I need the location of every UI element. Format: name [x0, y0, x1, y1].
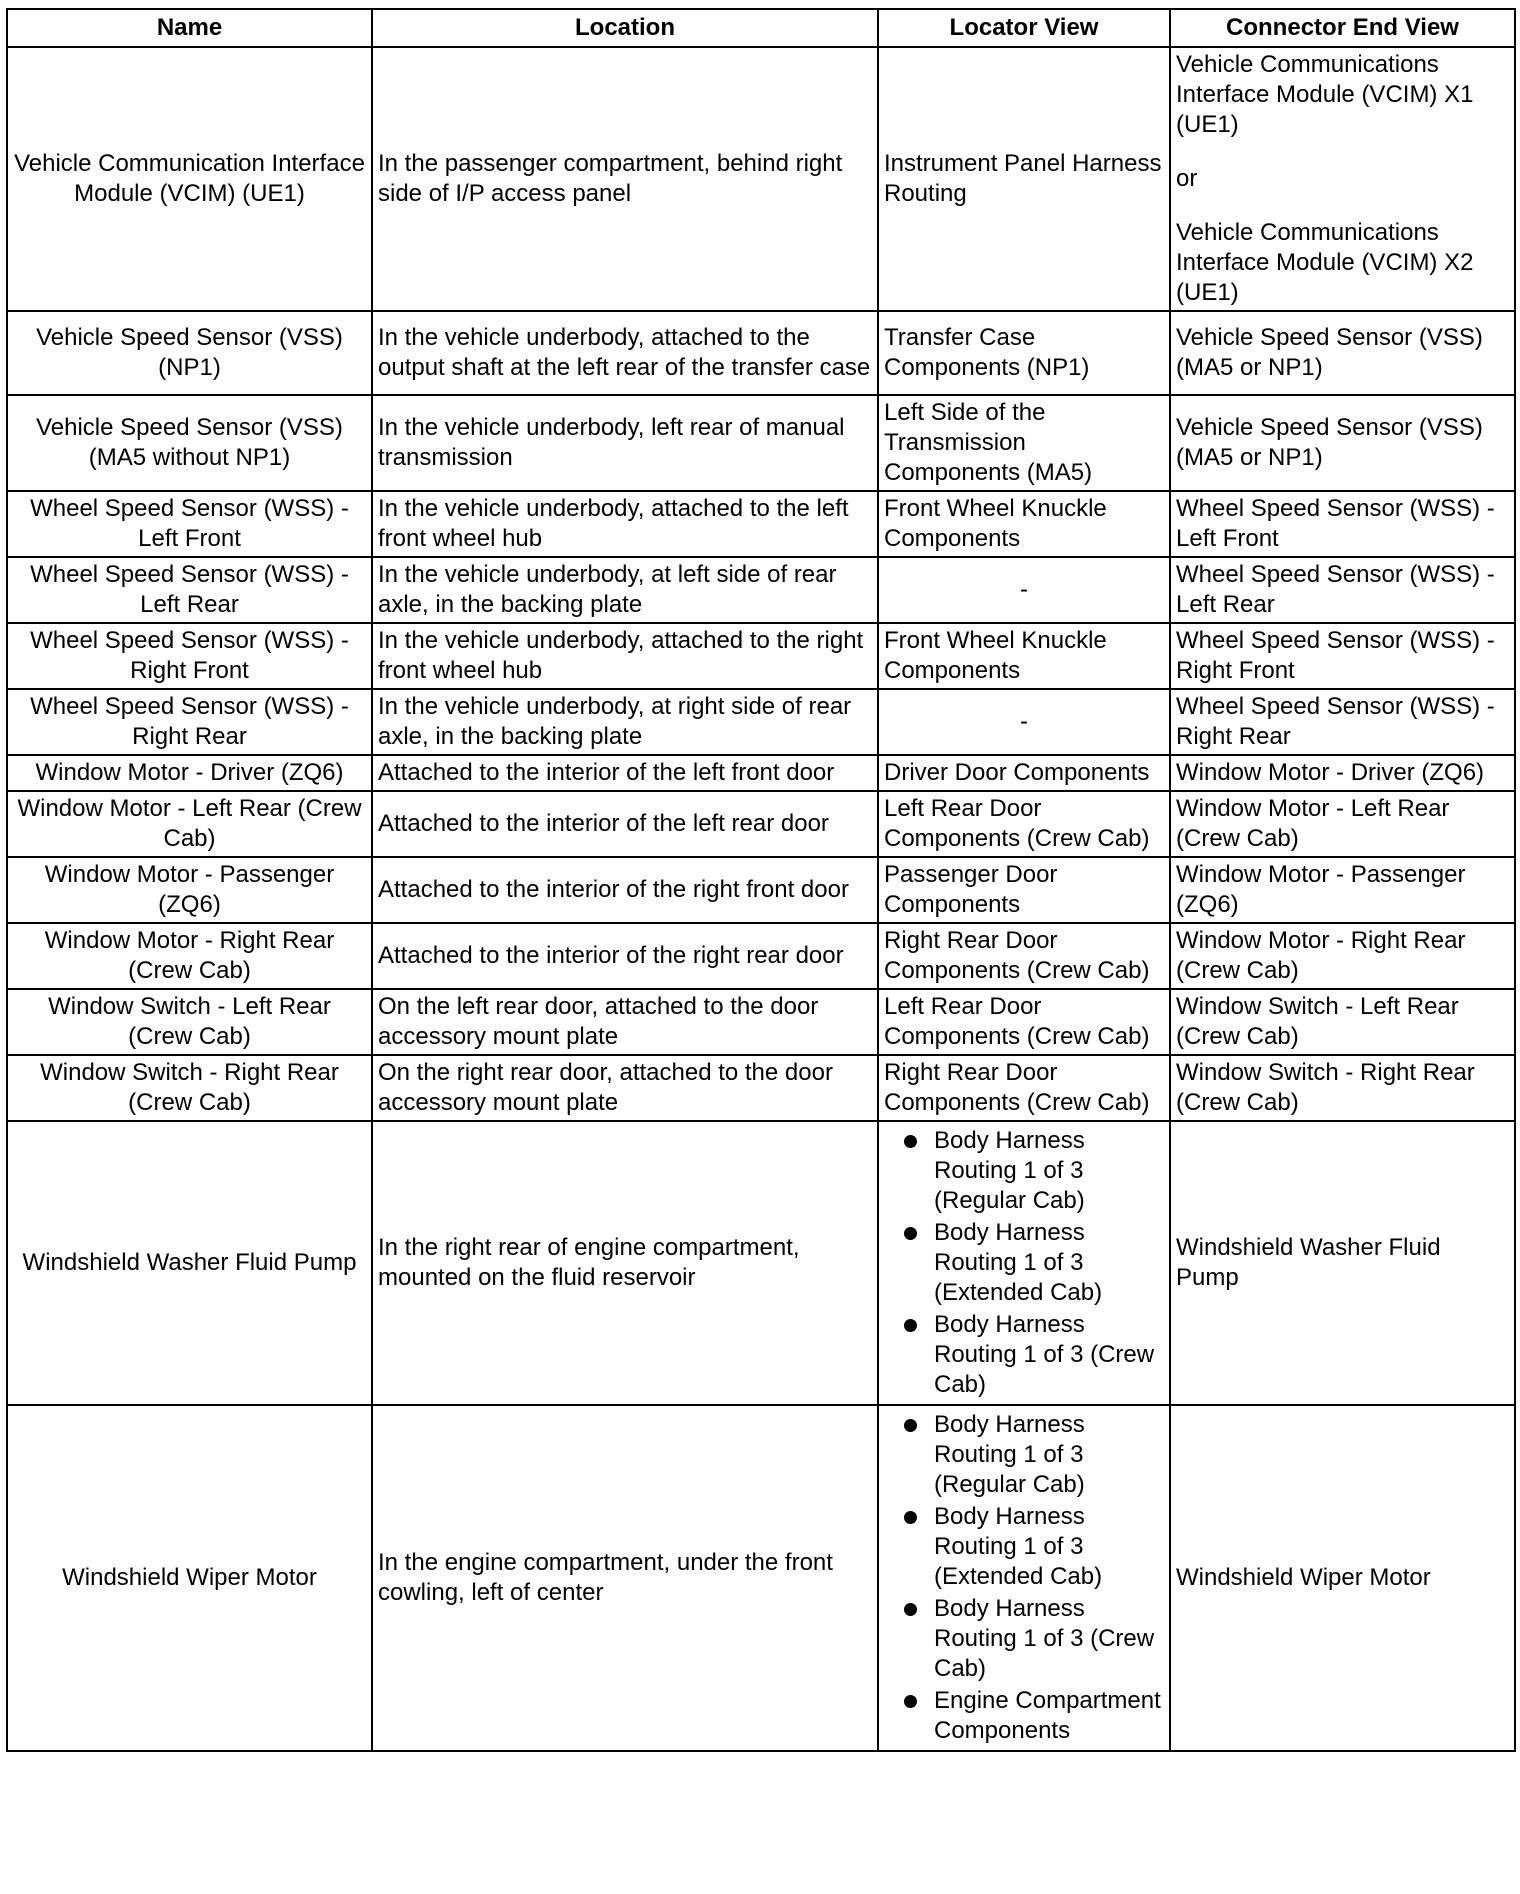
locator-view-item-text: Engine Compartment Components — [934, 1687, 1161, 1744]
connector-view-paragraph: Vehicle Communications Interface Module (VCIM) X2 (UE1) — [1176, 219, 1474, 306]
cell-location: Attached to the interior of the left front door — [372, 755, 878, 791]
locator-view-item-text: Body Harness Routing 1 of 3 (Regular Cab) — [934, 1127, 1085, 1214]
table-row — [7, 923, 1515, 989]
table-row — [7, 557, 1515, 623]
locator-view-list-item — [884, 1310, 1164, 1400]
cell-name: Wheel Speed Sensor (WSS) - Right Rear — [7, 689, 372, 755]
cell-location: In the vehicle underbody, attached to the left front wheel hub — [372, 491, 878, 557]
bullet-icon — [904, 1319, 917, 1332]
cell-connector-end-view: Wheel Speed Sensor (WSS) - Right Front — [1170, 623, 1515, 689]
cell-connector-end-view: Windshield Wiper Motor — [1170, 1405, 1515, 1751]
cell-locator-view: Transfer Case Components (NP1) — [878, 311, 1170, 395]
cell-location: Attached to the interior of the right rear door — [372, 923, 878, 989]
bullet-icon — [904, 1419, 917, 1432]
table-row — [7, 989, 1515, 1055]
cell-location: In the vehicle underbody, left rear of manual transmission — [372, 395, 878, 491]
locator-view-item-text: Body Harness Routing 1 of 3 (Extended Cab) — [934, 1219, 1103, 1306]
cell-connector-end-view: Window Switch - Right Rear (Crew Cab) — [1170, 1055, 1515, 1121]
cell-connector-end-view: Vehicle Speed Sensor (VSS) (MA5 or NP1) — [1170, 311, 1515, 395]
table-row — [7, 395, 1515, 491]
bullet-icon — [904, 1511, 917, 1524]
component-locator-table-container — [6, 8, 1514, 1752]
locator-view-list-item — [884, 1126, 1164, 1216]
cell-name: Window Motor - Driver (ZQ6) — [7, 755, 372, 791]
locator-view-list — [884, 1126, 1164, 1400]
locator-view-item-text: Body Harness Routing 1 of 3 (Extended Cab) — [934, 1503, 1103, 1590]
cell-location: In the vehicle underbody, at right side of rear axle, in the backing plate — [372, 689, 878, 755]
bullet-icon — [904, 1603, 917, 1616]
cell-location: In the engine compartment, under the front cowling, left of center — [372, 1405, 878, 1751]
cell-connector-end-view: Window Motor - Left Rear (Crew Cab) — [1170, 791, 1515, 857]
cell-location: In the right rear of engine compartment, mounted on the fluid reservoir — [372, 1121, 878, 1405]
cell-connector-end-view: Wheel Speed Sensor (WSS) - Right Rear — [1170, 689, 1515, 755]
cell-locator-view: Front Wheel Knuckle Components — [878, 491, 1170, 557]
header-location: Location — [372, 9, 878, 47]
cell-name: Wheel Speed Sensor (WSS) - Left Rear — [7, 557, 372, 623]
cell-location: In the passenger compartment, behind right side of I/P access panel — [372, 47, 878, 311]
header-row — [7, 9, 1515, 47]
cell-name: Window Motor - Left Rear (Crew Cab) — [7, 791, 372, 857]
cell-locator-view: Left Side of the Transmission Components (MA5) — [878, 395, 1170, 491]
table-row — [7, 623, 1515, 689]
connector-view-paragraph: or — [1176, 165, 1198, 192]
cell-location: Attached to the interior of the left rear door — [372, 791, 878, 857]
cell-name: Window Motor - Passenger (ZQ6) — [7, 857, 372, 923]
cell-connector-end-view: Wheel Speed Sensor (WSS) - Left Rear — [1170, 557, 1515, 623]
cell-connector-end-view: Window Motor - Passenger (ZQ6) — [1170, 857, 1515, 923]
cell-locator-view: Driver Door Components — [878, 755, 1170, 791]
cell-connector-end-view: Wheel Speed Sensor (WSS) - Left Front — [1170, 491, 1515, 557]
cell-locator-view: Right Rear Door Components (Crew Cab) — [878, 1055, 1170, 1121]
locator-view-item-text: Body Harness Routing 1 of 3 (Regular Cab) — [934, 1411, 1085, 1498]
cell-locator-view: Right Rear Door Components (Crew Cab) — [878, 923, 1170, 989]
cell-connector-end-view: Window Motor - Driver (ZQ6) — [1170, 755, 1515, 791]
header-name: Name — [7, 9, 372, 47]
header-connector-end-view: Connector End View — [1170, 9, 1515, 47]
locator-view-item-text: Body Harness Routing 1 of 3 (Crew Cab) — [934, 1595, 1155, 1682]
table-row — [7, 491, 1515, 557]
bullet-icon — [904, 1135, 917, 1148]
locator-view-list-item — [884, 1686, 1164, 1746]
cell-name: Vehicle Speed Sensor (VSS) (MA5 without NP1) — [7, 395, 372, 491]
cell-location: In the vehicle underbody, attached to the output shaft at the left rear of the transfer case — [372, 311, 878, 395]
cell-locator-view: - — [878, 557, 1170, 623]
cell-locator-view: - — [878, 689, 1170, 755]
header-locator-view: Locator View — [878, 9, 1170, 47]
locator-view-list-item — [884, 1410, 1164, 1500]
cell-connector-end-view: Vehicle Speed Sensor (VSS) (MA5 or NP1) — [1170, 395, 1515, 491]
paragraph-gap — [1176, 140, 1509, 164]
table-row — [7, 311, 1515, 395]
table-row — [7, 689, 1515, 755]
locator-view-item-text: Body Harness Routing 1 of 3 (Crew Cab) — [934, 1311, 1155, 1398]
cell-locator-view — [878, 1121, 1170, 1405]
cell-name: Wheel Speed Sensor (WSS) - Right Front — [7, 623, 372, 689]
table-row — [7, 1055, 1515, 1121]
locator-view-list — [884, 1410, 1164, 1746]
cell-connector-end-view: Window Motor - Right Rear (Crew Cab) — [1170, 923, 1515, 989]
cell-name: Window Motor - Right Rear (Crew Cab) — [7, 923, 372, 989]
cell-name: Wheel Speed Sensor (WSS) - Left Front — [7, 491, 372, 557]
cell-location: In the vehicle underbody, at left side of rear axle, in the backing plate — [372, 557, 878, 623]
cell-locator-view: Left Rear Door Components (Crew Cab) — [878, 791, 1170, 857]
cell-locator-view: Front Wheel Knuckle Components — [878, 623, 1170, 689]
bullet-icon — [904, 1695, 917, 1708]
cell-name: Windshield Washer Fluid Pump — [7, 1121, 372, 1405]
table-row — [7, 755, 1515, 791]
cell-name: Vehicle Communication Interface Module (VCIM) (UE1) — [7, 47, 372, 311]
cell-name: Window Switch - Right Rear (Crew Cab) — [7, 1055, 372, 1121]
cell-name: Window Switch - Left Rear (Crew Cab) — [7, 989, 372, 1055]
locator-view-list-item — [884, 1594, 1164, 1684]
cell-location: On the left rear door, attached to the door accessory mount plate — [372, 989, 878, 1055]
table-row — [7, 857, 1515, 923]
table-row — [7, 1405, 1515, 1751]
cell-location: In the vehicle underbody, attached to the right front wheel hub — [372, 623, 878, 689]
connector-view-paragraph: Vehicle Communications Interface Module (VCIM) X1 (UE1) — [1176, 51, 1474, 138]
locator-view-list-item — [884, 1218, 1164, 1308]
cell-location: On the right rear door, attached to the door accessory mount plate — [372, 1055, 878, 1121]
table-row — [7, 1121, 1515, 1405]
cell-locator-view — [878, 1405, 1170, 1751]
table-row — [7, 47, 1515, 311]
cell-connector-end-view: Windshield Washer Fluid Pump — [1170, 1121, 1515, 1405]
cell-locator-view: Passenger Door Components — [878, 857, 1170, 923]
cell-locator-view: Instrument Panel Harness Routing — [878, 47, 1170, 311]
cell-connector-end-view — [1170, 47, 1515, 311]
cell-connector-end-view: Window Switch - Left Rear (Crew Cab) — [1170, 989, 1515, 1055]
component-locator-table — [6, 8, 1516, 1752]
paragraph-gap — [1176, 194, 1509, 218]
locator-view-list-item — [884, 1502, 1164, 1592]
cell-locator-view: Left Rear Door Components (Crew Cab) — [878, 989, 1170, 1055]
table-row — [7, 791, 1515, 857]
cell-name: Vehicle Speed Sensor (VSS) (NP1) — [7, 311, 372, 395]
cell-name: Windshield Wiper Motor — [7, 1405, 372, 1751]
table-body — [7, 47, 1515, 1751]
cell-location: Attached to the interior of the right front door — [372, 857, 878, 923]
bullet-icon — [904, 1227, 917, 1240]
